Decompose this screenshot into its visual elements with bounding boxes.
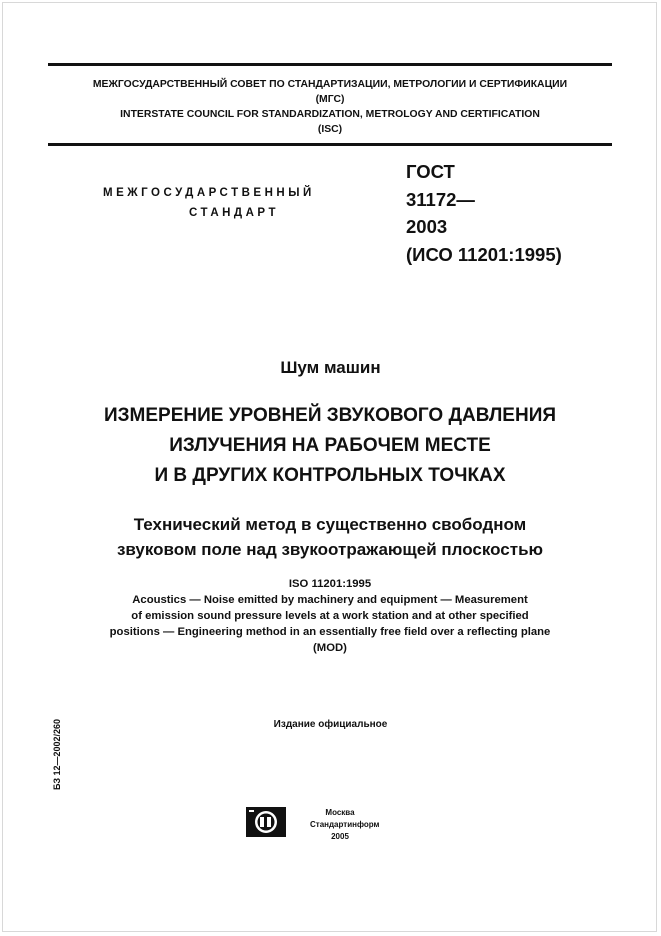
middle-rule	[48, 143, 612, 146]
council-header	[48, 77, 612, 137]
iso-number: ISO 11201:1995	[288, 578, 372, 590]
iso-title-line1: Acoustics — Noise emitted by machinery and equipment — Measurement	[132, 594, 528, 606]
iso-title-line2: of emission sound pressure levels at a work station and at other specified	[131, 610, 529, 622]
subtitle-line2: звуковом поле над звукоотражающей плоскостью	[116, 540, 544, 559]
edition-label: Издание официальное	[273, 719, 388, 730]
publisher-city: Москва	[325, 808, 355, 817]
title-line2: ИЗЛУЧЕНИЯ НА РАБОЧЕМ МЕСТЕ	[169, 435, 491, 456]
designation-line4: (ИСО 11201:1995)	[406, 243, 562, 265]
standartinform-logo-icon	[246, 807, 286, 837]
designation-line1: ГОСТ	[406, 161, 455, 182]
subtitle-line1: Технический метод в существенно свободном	[133, 515, 527, 534]
publisher-name: Стандартинформ	[310, 820, 380, 829]
iso-reference	[40, 576, 620, 656]
standard-type-line1: МЕЖГОСУДАРСТВЕННЫЙ	[103, 187, 315, 199]
council-name-en: INTERSTATE COUNCIL FOR STANDARDIZATION, METROLOGY AND CERTIFICATION	[120, 109, 540, 120]
iso-modification: (MOD)	[313, 642, 347, 654]
council-abbr-en: (ISC)	[317, 124, 343, 135]
designation-line3: 2003	[406, 216, 448, 237]
title-line3: И В ДРУГИХ КОНТРОЛЬНЫХ ТОЧКАХ	[154, 465, 506, 486]
side-code: БЗ 12—2002/260	[52, 718, 62, 790]
title-line1: ИЗМЕРЕНИЕ УРОВНЕЙ ЗВУКОВОГО ДАВЛЕНИЯ	[103, 405, 557, 426]
standard-type-line2: СТАНДАРТ	[189, 207, 279, 219]
document-title	[40, 401, 620, 491]
top-rule	[48, 63, 612, 66]
publisher-year: 2005	[331, 832, 349, 841]
iso-title-line3: positions — Engineering method in an essentially free field over a reflecting plane	[109, 626, 551, 638]
designation-line2: 31172—	[406, 188, 475, 210]
standard-type	[103, 183, 315, 223]
publisher-imprint	[310, 807, 380, 843]
council-abbr-ru: (МГС)	[315, 94, 345, 105]
document-subtitle	[40, 512, 620, 562]
council-name-ru: МЕЖГОСУДАРСТВЕННЫЙ СОВЕТ ПО СТАНДАРТИЗАЦИИ, МЕТРОЛОГИИ И СЕРТИФИКАЦИИ	[92, 79, 568, 90]
topic-heading: Шум машин	[280, 358, 381, 377]
standard-designation	[406, 158, 562, 268]
